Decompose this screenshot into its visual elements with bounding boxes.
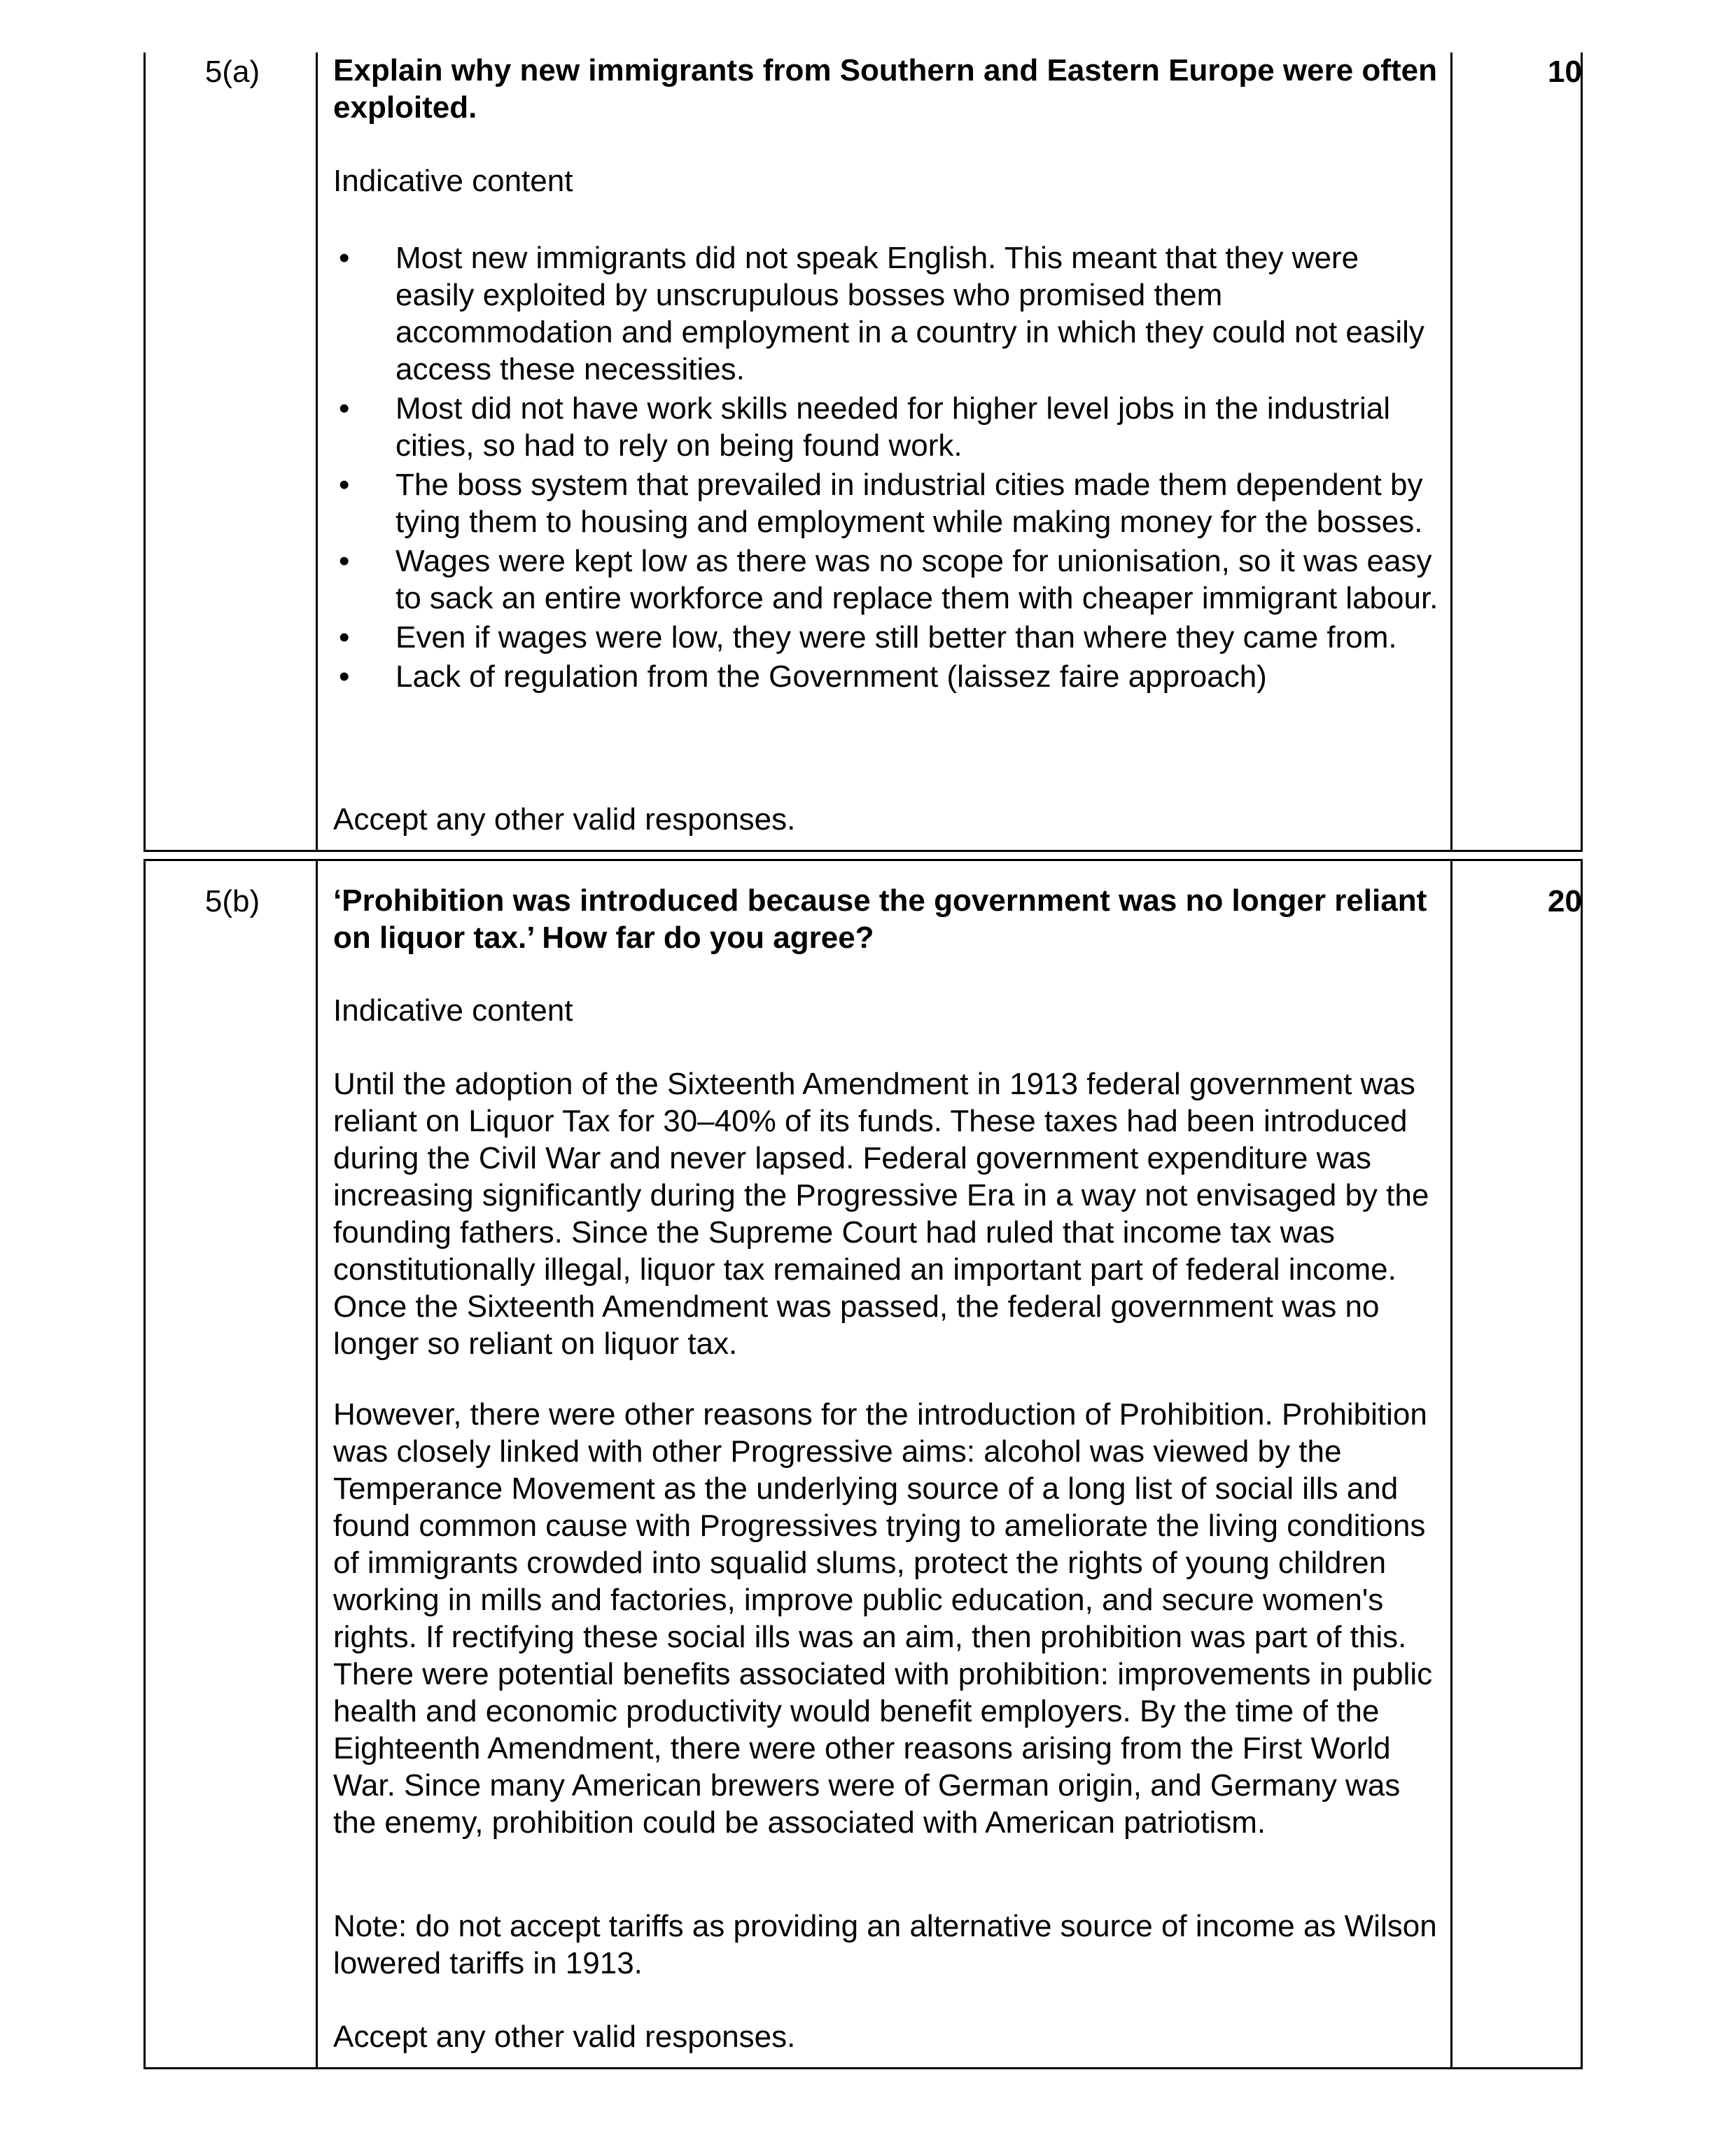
question-id-5a: 5(a) [204,55,260,89]
list-item: • Most new immigrants did not speak English. This meant that they were easily exploited by unscrupulous bosses who promised them accommodation and employment in a country in which they could not easily access these necessities. [339,241,1424,386]
list-item: • Lack of regulation from the Government (laissez faire approach) [339,659,1267,694]
table-row-separator-bottom [144,859,1583,861]
list-item: • Wages were kept low as there was no scope for unionisation, so it was easy to sack an entire workforce and replace them with cheaper immigrant labour. [339,544,1438,615]
list-item: • Even if wages were low, they were still better than where they came from. [339,620,1397,655]
paragraph-liquor-tax: Until the adoption of the Sixteenth Amendment in 1913 federal government was reliant on Liquor Tax for 30–40% of its funds. These taxes had been introduced during the Civil War and never lapsed. Federal government expenditure was increasing significantly during the Progressive Era in a way not envisaged by the founding fathers. Since the Supreme Court had ruled that income tax was constitutionally illegal, liquor tax remained an important part of federal income. Once the Sixteenth Amendment was passed, the federal government was no longer so reliant on liquor tax. [333,1067,1429,1361]
table-bottom-border [144,2067,1583,2069]
bullet-list-5a [333,239,1439,697]
bullet-dot: • [339,544,350,578]
paragraph-other-reasons: However, there were other reasons for the introduction of Prohibition. Prohibition was closely linked with other Progressive aims: alcohol was viewed by the Temperance Movement as the underlying source of a long list of social ills and found common cause with Progressives trying to ameliorate the living conditions of immigrants crowded into squalid slums, protect the rights of young children working in mills and factories, improve public education, and secure women's rights. If rectifying these social ills was an aim, then prohibition was part of this. There were potential benefits associated with prohibition: improvements in public health and economic productivity would benefit employers. By the time of the Eighteenth Amendment, there were other reasons arising from the First World War. Since many American brewers were of German origin, and Germany was the enemy, prohibition could be associated with American patriotism. [333,1397,1433,1840]
table-row-separator-top [144,850,1583,852]
table-divider-id-b [316,859,318,2069]
bullet-dot: • [339,241,350,275]
tariffs-note: Note: do not accept tariffs as providing an alternative source of income as Wilson lowered tariffs in 1913. [333,1909,1437,1980]
list-item: • The boss system that prevailed in industrial cities made them dependent by tying them to housing and employment while making money for the bosses. [339,468,1423,539]
table-border-left-a [144,53,146,852]
bullet-dot: • [339,620,350,655]
table-divider-marks-a [1450,53,1452,852]
accept-note-5a: Accept any other valid responses. [333,802,796,837]
marks-5b: 20 [1548,884,1582,918]
accept-note-5b: Accept any other valid responses. [333,2020,796,2054]
question-id-5b: 5(b) [204,884,260,918]
indicative-heading-5b: Indicative content [333,993,573,1028]
indicative-heading-5a: Indicative content [333,164,573,198]
table-border-left-b [144,859,146,2069]
table-border-right-a [1581,53,1583,852]
table-border-right-b [1581,859,1583,2069]
question-text-5b: ‘Prohibition was introduced because the government was no longer reliant on liquor tax.’ How far do you agree? [333,883,1427,955]
marks-5a: 10 [1548,55,1582,89]
bullet-dot: • [339,468,350,502]
bullet-dot: • [339,659,350,694]
list-item: • Most did not have work skills needed for higher level jobs in the industrial cities, so had to rely on being found work. [339,391,1390,463]
bullet-dot: • [339,391,350,426]
question-text-5a: Explain why new immigrants from Southern and Eastern Europe were often exploited. [333,53,1437,125]
table-divider-id-a [316,53,318,852]
table-divider-marks-b [1450,859,1452,2069]
